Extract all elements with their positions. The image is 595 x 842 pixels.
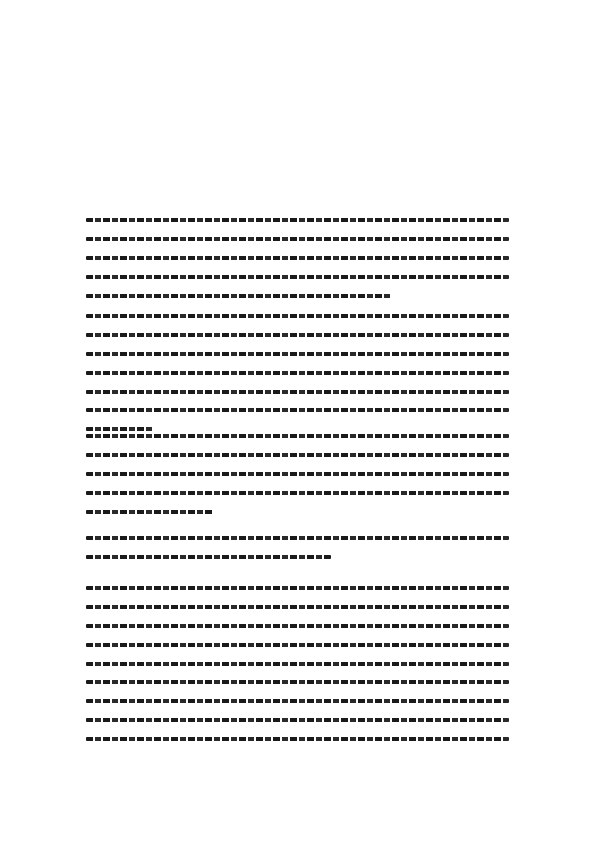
text-line: [86, 662, 509, 666]
text-line: [86, 624, 509, 628]
text-line: [86, 643, 509, 647]
text-line: [86, 314, 509, 318]
text-line: [86, 718, 509, 722]
paragraph-5: [86, 586, 509, 756]
text-line: [86, 699, 509, 703]
paragraph-1: [86, 218, 509, 312]
text-line: [86, 605, 509, 609]
text-line: [86, 427, 154, 431]
text-line: [86, 218, 509, 222]
text-line: [86, 491, 509, 495]
text-line: [86, 275, 509, 279]
text-line: [86, 352, 509, 356]
text-line: [86, 434, 509, 438]
paragraph-4: [86, 536, 509, 574]
text-line: [86, 256, 509, 260]
text-line: [86, 294, 391, 298]
paragraph-2: [86, 314, 509, 446]
text-line: [86, 333, 509, 337]
text-line: [86, 510, 213, 514]
text-line: [86, 472, 509, 476]
paragraph-3: [86, 434, 509, 528]
text-line: [86, 555, 331, 559]
text-line: [86, 237, 509, 241]
text-line: [86, 737, 509, 741]
text-line: [86, 390, 509, 394]
text-line: [86, 680, 509, 684]
text-line: [86, 408, 509, 412]
text-line: [86, 586, 509, 590]
text-line: [86, 371, 509, 375]
text-line: [86, 453, 509, 457]
text-line: [86, 536, 509, 540]
